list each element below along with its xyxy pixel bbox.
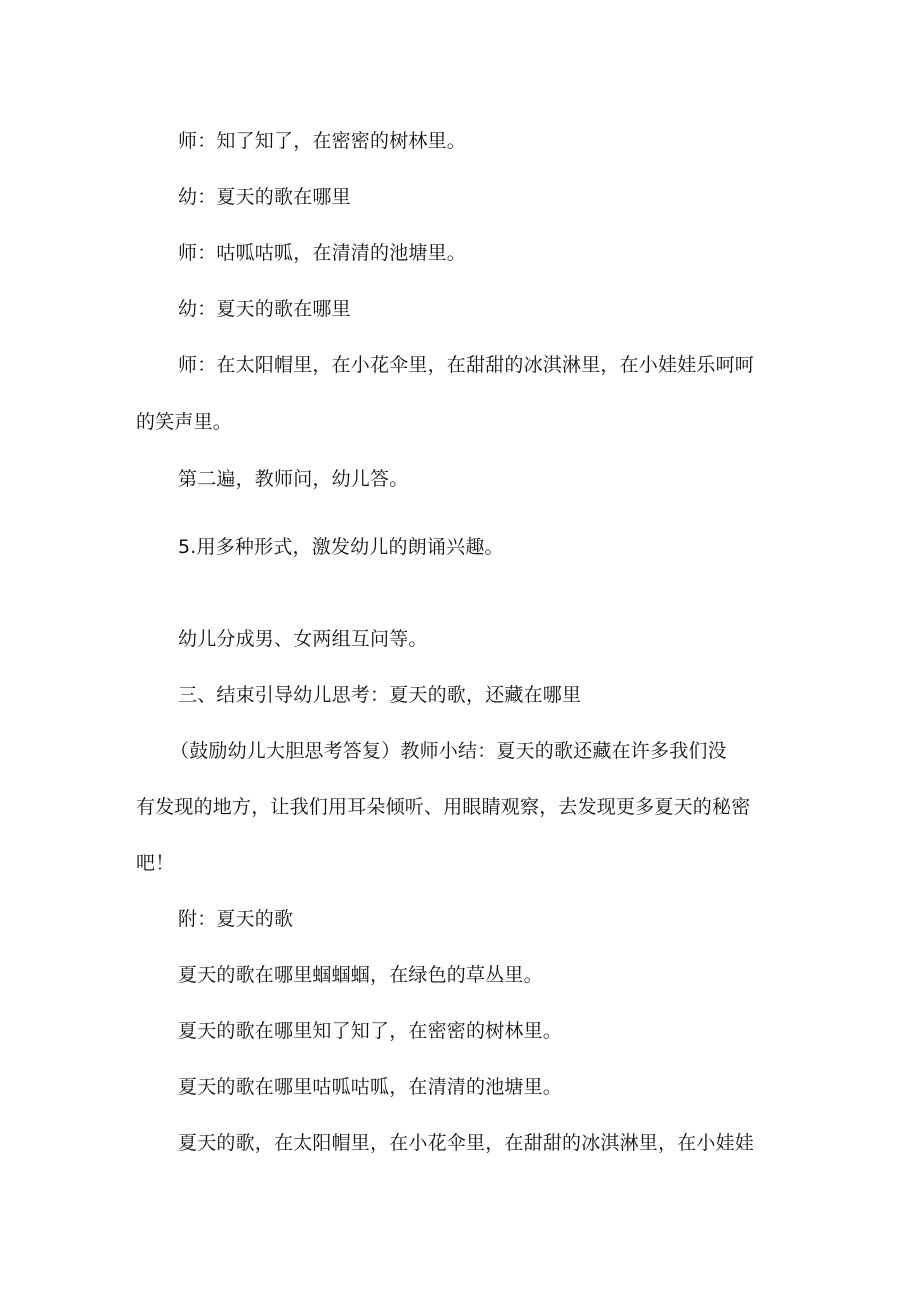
poem-line: 夏天的歌，在太阳帽里，在小花伞里，在甜甜的冰淇淋里，在小娃娃 [178, 1132, 755, 1154]
paragraph-line: 幼儿分成男、女两组互问等。 [178, 628, 428, 650]
paragraph-line: 第二遍，教师问，幼儿答。 [178, 468, 409, 490]
paragraph-line: 吧！ [136, 852, 175, 874]
appendix-title: 附：夏天的歌 [178, 908, 294, 930]
paragraph-line: 幼：夏天的歌在哪里 [178, 186, 351, 208]
paragraph-line: 的笑声里。 [136, 411, 233, 433]
paragraph-line: 师：在太阳帽里，在小花伞里，在甜甜的冰淇淋里，在小娃娃乐呵呵 [178, 354, 755, 376]
poem-line: 夏天的歌在哪里知了知了，在密密的树林里。 [178, 1020, 563, 1042]
paragraph-line: （鼓励幼儿大胆思考答复）教师小结：夏天的歌还藏在许多我们没 [170, 740, 727, 762]
paragraph-line: 师：知了知了，在密密的树林里。 [178, 130, 467, 152]
paragraph-line: 幼：夏天的歌在哪里 [178, 298, 351, 320]
paragraph-line: 有发现的地方，让我们用耳朵倾听、用眼睛观察，去发现更多夏天的秘密 [136, 796, 751, 818]
section-heading: 三、结束引导幼儿思考：夏天的歌，还藏在哪里 [178, 684, 582, 706]
poem-line: 夏天的歌在哪里咕呱咕呱，在清清的池塘里。 [178, 1076, 563, 1098]
poem-line: 夏天的歌在哪里蝈蝈蝈，在绿色的草丛里。 [178, 964, 543, 986]
section-heading: 5.用多种形式，激发幼儿的朗诵兴趣。 [178, 536, 504, 558]
paragraph-line: 师：咕呱咕呱，在清清的池塘里。 [178, 242, 467, 264]
